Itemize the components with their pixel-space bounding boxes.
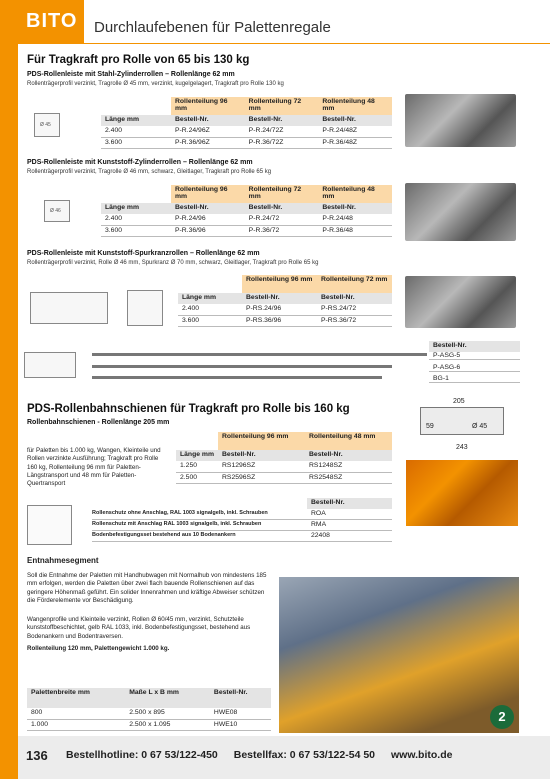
section3-p1: Soll die Entnahme der Paletten mit Handhubwagen mit Normalhub von mindestens 185 mm erfolgen, werden die Paletten über zwei flach bauende Rollenschienen auf das geringere Höhenmaß geführt. Ein solider Innenrahmen und kräftige Abweiser schützen die Förderelemente vor Beschädigung.	[27, 572, 267, 604]
fax: Bestellfax: 0 67 53/122-54 50	[233, 749, 376, 761]
table-row: Rollenschutz mit Anschlag RAL 1003 signalgelb, inkl. Schrauben RMA	[92, 521, 392, 531]
table-row: 3.600 P-RS.36/96 P-RS.36/72	[178, 315, 392, 326]
block2-table: Rollenteilung 96 mm Rollenteilung 72 mm Rollenteilung 48 mm Länge mm Bestell-Nr. Bestell-Nr. Bestell-Nr. 2.400 P-R.24/96 P-R.24/72 P-R.24/48 3.600 P-R.36/96 P-R.36/72 P-R.36/48	[101, 185, 392, 237]
product-image-plastic-rollers	[405, 183, 516, 241]
accessory-bar	[92, 365, 392, 368]
section-title-3: Entnahmesegment	[27, 556, 99, 565]
block1-sketch	[34, 113, 60, 137]
section2-table: Rollenteilung 96 mm Rollenteilung 48 mm Länge mm Bestell-Nr. Bestell-Nr. 1.250 RS1296SZ RS1248SZ 2.500 RS2596SZ RS2548SZ	[176, 432, 392, 484]
accessory-bar	[92, 376, 382, 379]
block3-table: Rollenteilung 96 mm Rollenteilung 72 mm Länge mm Bestell-Nr. Bestell-Nr. 2.400 P-RS.24/96 P-RS.24/72 3.600 P-RS.36/96 P-RS.36/72	[178, 275, 392, 327]
table-row: 2.500 RS2596SZ RS2548SZ	[176, 472, 392, 483]
header-divider	[84, 43, 550, 44]
hotline: Bestellhotline: 0 67 53/122-450	[66, 749, 218, 761]
sidebar-stripe	[0, 44, 18, 736]
product-image-flange-rollers	[405, 276, 516, 328]
table-row: Bodenbefestigungsset bestehend aus 10 Bodenankern 22408	[92, 532, 392, 542]
photo-pallet-truck	[279, 577, 519, 733]
section-title-2: PDS-Rollenbahnschienen für Tragkraft pro Rolle bis 160 kg	[27, 403, 350, 415]
th: Länge mm	[101, 115, 171, 126]
table-row: Rollenschutz ohne Anschlag, RAL 1003 signalgelb, inkl. Schrauben ROA	[92, 510, 392, 520]
table-row: 1.000 2.500 x 1.095 HWE10	[27, 719, 271, 730]
table-row: 1.250 RS1296SZ RS1248SZ	[176, 461, 392, 472]
product-image-roller-track	[406, 460, 518, 526]
website-link[interactable]: www.bito.de	[391, 749, 453, 761]
block2-title: PDS-Rollenleiste mit Kunststoff-Zylinderrollen – Rollenlänge 62 mm	[27, 159, 253, 166]
block2-sketch-label: Ø 46	[50, 208, 61, 214]
section2-dimension-sketch: 205 59 Ø 45 243	[406, 398, 518, 456]
roller-guard-sketch	[27, 505, 72, 545]
table-row: 2.400 P-RS.24/96 P-RS.24/72	[178, 304, 392, 315]
brand-logo: BITO	[0, 0, 84, 44]
page-number: 136	[26, 748, 48, 763]
block2-desc: Rollenträgerprofil verzinkt, Tragrolle Ø 46 mm, schwarz, Gleitlager, Tragkraft pro Rolle 65 kg	[27, 169, 272, 175]
block3-sketch-side	[30, 292, 108, 324]
block2-sketch	[44, 200, 70, 222]
block1-title: PDS-Rollenleiste mit Stahl-Zylinderrollen – Rollenlänge 62 mm	[27, 71, 235, 78]
block3-sketch-front	[127, 290, 163, 326]
th: Bestell-Nr.	[318, 115, 392, 126]
th: Bestell-Nr.	[245, 115, 319, 126]
footer-contacts	[66, 749, 468, 761]
block1-desc: Rollenträgerprofil verzinkt, Tragrolle Ø 45 mm, verzinkt, kugelgelagert, Tragkraft pro Rolle 130 kg	[27, 81, 284, 87]
table-row: 3.600 P-R.36/96 P-R.36/72 P-R.36/48	[101, 225, 392, 236]
th: Rollenteilung 72 mm	[245, 97, 319, 115]
table-row: 800 2.500 x 895 HWE08	[27, 708, 271, 719]
table-row: 2.400 P-R.24/96Z P-R.24/72Z P-R.24/48Z	[101, 126, 392, 137]
accessory-code: BG-1	[429, 375, 520, 383]
section-title-1: Für Tragkraft pro Rolle von 65 bis 130 kg	[27, 54, 250, 66]
accessory-code: P-ASG-5	[429, 352, 520, 360]
th: Rollenteilung 48 mm	[318, 97, 392, 115]
table-row: 2.400 P-R.24/96 P-R.24/72 P-R.24/48	[101, 214, 392, 225]
accessory-bar	[92, 353, 427, 356]
accessory-code: P-ASG-6	[429, 364, 520, 372]
table-row: 3.600 P-R.36/96Z P-R.36/72Z P-R.36/48Z	[101, 137, 392, 148]
block1-table	[101, 97, 392, 149]
section3-table: Palettenbreite mm Maße L x B mm Bestell-Nr. 800 2.500 x 895 HWE08 1.000 2.500 x 1.095 HWE10	[27, 688, 271, 731]
section3-p2: Wangenprofile und Kleinteile verzinkt, Rollen Ø 60/45 mm, verzinkt, Schutzteile kunststoffbeschichtet, gelb RAL 1033, inkl. Bodenbefestigungsset, bestehend aus Bodenankern und Bodentraversen.	[27, 616, 251, 640]
page-title: Durchlaufebenen für Palettenregale	[94, 19, 331, 36]
block1-sketch-label: Ø 45	[40, 122, 51, 128]
block3-desc: Rollenträgerprofil verzinkt, Rolle Ø 46 mm, Spurkranz Ø 70 mm, schwarz, Gleitlager, Tragkraft pro Rolle 65 kg	[27, 260, 319, 266]
section2-subtitle: Rollenbahnschienen - Rollenlänge 205 mm	[27, 419, 170, 426]
accessory-sketch	[24, 352, 76, 378]
th: Rollenteilung 96 mm	[171, 97, 245, 115]
block3-title: PDS-Rollenleiste mit Kunststoff-Spurkranzrollen – Rollenlänge 62 mm	[27, 250, 260, 257]
accessories-table	[92, 341, 520, 388]
accessories-header: Bestell-Nr.	[429, 341, 520, 352]
warranty-badge-icon: 2	[490, 705, 514, 729]
section3-p3: Rollenteilung 120 mm, Palettengewicht 1.000 kg.	[27, 645, 170, 652]
product-image-steel-rollers	[405, 94, 516, 147]
section2-text: für Paletten bis 1.000 kg, Wangen, Kleinteile und Rollen verzinkte Ausführung; Tragkraft pro Rolle 160 kg, Rollenteilung 96 mm für Paletten-Längstransport und 48 mm für Paletten-Quertransport	[27, 447, 161, 488]
footer-stripe	[0, 736, 18, 779]
th: Bestell-Nr.	[171, 115, 245, 126]
